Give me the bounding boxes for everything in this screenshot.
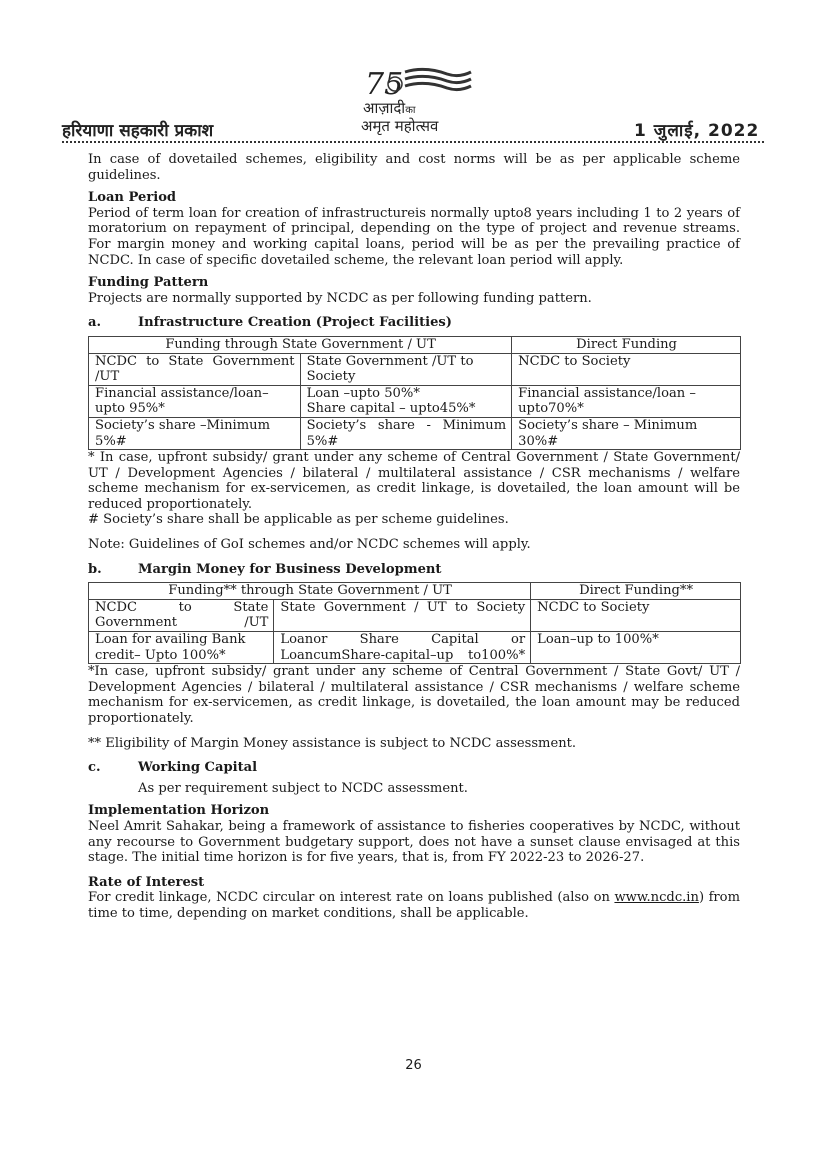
table-cell: State Government / UT to Society — [274, 599, 531, 631]
table-header-state: Funding through State Government / UT — [89, 336, 512, 353]
table-cell: Society’s share –Minimum 5%# — [89, 417, 301, 449]
section-a-note: Note: Guidelines of GoI schemes and/or NCDC schemes will apply. — [88, 537, 531, 553]
table-header-direct: Direct Funding — [512, 336, 741, 353]
rate-of-interest-text: For credit linkage, NCDC circular on interest rate on loans published (also on www.ncdc.in) from time to time, depending on market conditions, shall be applicable. — [88, 890, 740, 921]
funding-pattern-heading: Funding Pattern — [88, 275, 209, 291]
table-cell: Loan–up to 100%* — [531, 632, 741, 664]
table-cell: Loan –upto 50%* Share capital – upto45%* — [300, 385, 512, 417]
margin-money-table — [88, 582, 741, 664]
table-header-direct: Direct Funding** — [531, 583, 741, 600]
table-cell: State Government /UT to Society — [300, 353, 512, 385]
section-c-heading: c. Working Capital — [88, 760, 258, 776]
section-a-footnote-hash: # Society’s share shall be applicable as per scheme guidelines. — [88, 512, 509, 528]
page-content — [88, 152, 740, 922]
table-cell: Society’s share - Minimum 5%# — [300, 417, 512, 449]
logo-text-line1: आज़ादीका — [363, 99, 416, 117]
rate-of-interest-heading: Rate of Interest — [88, 874, 205, 890]
section-a-heading: a. Infrastructure Creation (Project Facilities) — [88, 315, 452, 331]
table-cell: NCDC to Society — [531, 599, 741, 631]
section-b-heading: b. Margin Money for Business Development — [88, 561, 442, 577]
implementation-text: Neel Amrit Sahakar, being a framework of assistance to fisheries cooperatives by NCDC, without any recourse to Government budgetary support, does not have a sunset clause envisaged at this stage. The initial time horizon is for five years, that is, from FY 2022-23 to 2026-27. — [88, 818, 740, 866]
page-number: 26 — [405, 1058, 422, 1073]
logo-75: 75 — [365, 67, 404, 102]
section-b-footnote-star: *In case, upfront subsidy/ grant under any scheme of Central Government / State Govt/ UT / Development Agencies / bilateral / multilateral assistance / CSR mechanisms / welfare scheme mechanism for ex-servicemen, as credit linkage, is dovetailed, the loan amount may be reduced proportionately. — [88, 664, 740, 726]
table-cell: Financial assistance/loan–upto 95%* — [89, 385, 301, 417]
table-cell: Financial assistance/loan – upto70%* — [512, 385, 741, 417]
table-cell: Loanor Share Capital or LoancumShare-capital–up to100%* — [274, 632, 531, 664]
table-cell: NCDC to State Government /UT — [89, 353, 301, 385]
intro-paragraph: In case of dovetailed schemes, eligibility and cost norms will be as per applicable scheme guidelines. — [88, 152, 740, 183]
table-cell: Society’s share – Minimum 30%# — [512, 417, 741, 449]
section-c-text: As per requirement subject to NCDC assessment. — [138, 780, 468, 796]
loan-period-text: Period of term loan for creation of infrastructureis normally upto8 years including 1 to 2 years of moratorium on repayment of principal, depending on the type of project and revenue streams. For margin money and working capital loans, period will be as per the prevailing practice of NCDC. In case of specific dovetailed scheme, the relevant loan period will apply. — [88, 205, 740, 268]
table-header-state: Funding** through State Government / UT — [89, 583, 531, 600]
logo-text-line2: अमृत महोत्सव — [361, 117, 439, 135]
loan-period-heading: Loan Period — [88, 190, 177, 206]
publication-date: 1 जुलाई, 2022 — [634, 121, 760, 141]
section-b-footnote-double-star: ** Eligibility of Margin Money assistance is subject to NCDC assessment. — [88, 735, 577, 751]
header-dotted-rule — [62, 141, 764, 143]
section-a-footnote-star: * In case, upfront subsidy/ grant under any scheme of Central Government / State Government/ UT / Development Agencies / bilateral / multilateral assistance / CSR mechanisms / welfare scheme mechanism for ex-servicemen, as credit linkage, is dovetailed, the loan amount will be reduced proportionately. — [88, 450, 740, 512]
infrastructure-funding-table — [88, 336, 741, 450]
implementation-heading: Implementation Horizon — [88, 803, 270, 819]
publication-title: हरियाणा सहकारी प्रकाश — [62, 121, 214, 141]
funding-pattern-text: Projects are normally supported by NCDC as per following funding pattern. — [88, 290, 592, 306]
table-cell: NCDC to State Government /UT — [89, 599, 274, 631]
table-cell: NCDC to Society — [512, 353, 741, 385]
table-cell: Loan for availing Bank credit– Upto 100%* — [89, 632, 274, 664]
logo-75-emblem — [355, 62, 475, 102]
azadi-ka-amrit-mahotsav-logo — [355, 62, 475, 134]
ncdc-website-link[interactable]: www.ncdc.in — [614, 890, 699, 906]
